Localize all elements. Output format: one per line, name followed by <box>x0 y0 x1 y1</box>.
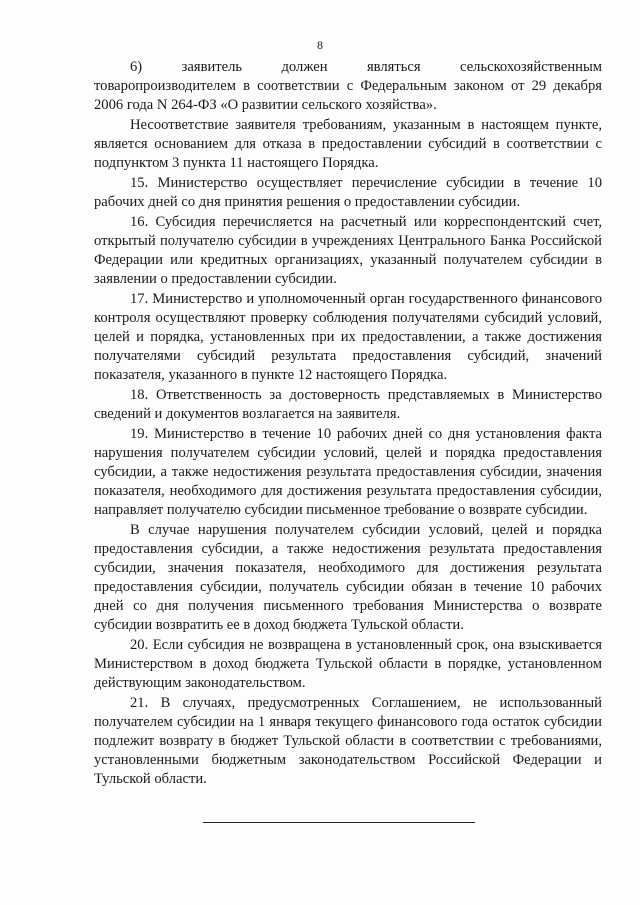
paragraph-15: 15. Министерство осуществляет перечисление субсидии в течение 10 рабочих дней со дня принятия решения о предоставлении субсидии. <box>94 175 602 210</box>
document-body <box>94 58 602 789</box>
end-divider-line <box>203 822 475 823</box>
paragraph-19: 19. Министерство в течение 10 рабочих дней со дня установления факта нарушения получателем субсидии условий, целей и порядка предоставления субсидии, а также недостижения результата предоставления субсидии, значения показателя, необходимого для достижения результата предоставления субсидии, направляет получателю субсидии письменное требование о возврате субсидии. <box>94 426 602 518</box>
paragraph-18: 18. Ответственность за достоверность представляемых в Министерство сведений и документов возлагается на заявителя. <box>94 387 602 422</box>
paragraph-17: 17. Министерство и уполномоченный орган государственного финансового контроля осуществляют проверку соблюдения получателями субсидий условий, целей и порядка, установленных при их предоставлении, а также достижения получателями субсидий результата предоставления субсидий, значений показателя, указанного в пункте 12 настоящего Порядка. <box>94 291 602 383</box>
paragraph-16: 16. Субсидия перечисляется на расчетный или корреспондентский счет, открытый получателю субсидии в учреждениях Центрального Банка Российской Федерации или кредитных организациях, указанный получателем субсидии в заявлении о предоставлении субсидии. <box>94 214 602 287</box>
paragraph-21: 21. В случаях, предусмотренных Соглашением, не использованный получателем субсидии на 1 января текущего финансового года остаток субсидии подлежит возврату в бюджет Тульской области в соответствии с требованиями, установленными бюджетным законодательством Российской Федерации и Тульской области. <box>94 695 602 787</box>
paragraph-20: 20. Если субсидия не возвращена в установленный срок, она взыскивается Министерством в доход бюджета Тульской области в порядке, установленном действующим законодательством. <box>94 637 602 691</box>
paragraph-item-6: 6) заявитель должен являться сельскохозяйственным товаропроизводителем в соответствии с Федеральным законом от 29 декабря 2006 года N 264-ФЗ «О развитии сельского хозяйства». <box>94 59 602 113</box>
paragraph-violation: В случае нарушения получателем субсидии условий, целей и порядка предоставления субсидии, а также недостижения результата предоставления субсидии, значения показателя, необходимого для достижения результата предоставления субсидии, получатель субсидии обязан в течение 10 рабочих дней со дня получения письменного требования Министерства о возврате субсидии возвратить ее в доход бюджета Тульской области. <box>94 522 602 633</box>
paragraph-noncompliance: Несоответствие заявителя требованиям, указанным в настоящем пункте, является основанием для отказа в предоставлении субсидий в соответствии с подпунктом 3 пункта 11 настоящего Порядка. <box>94 117 602 171</box>
page-number: 8 <box>317 38 323 52</box>
